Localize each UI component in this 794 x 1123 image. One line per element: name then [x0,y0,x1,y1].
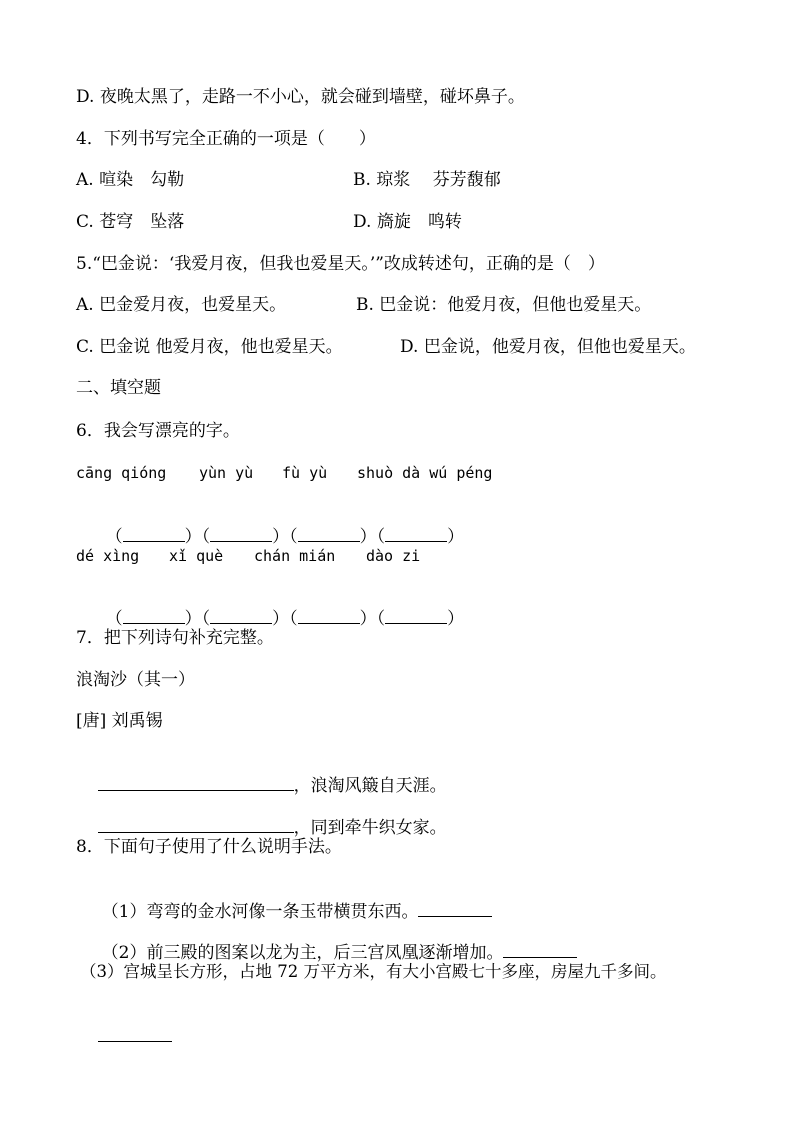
answer-blank[interactable] [298,525,360,542]
answer-blank[interactable] [98,816,294,833]
q8-item-2: （2）前三殿的图案以龙为主，后三宫凤凰逐渐增加。 [80,919,577,986]
answer-blank[interactable] [98,774,294,791]
q6-stem: 6．我会写漂亮的字。 [76,421,240,441]
pinyin-label: shuò dà wú péng [357,464,493,482]
pinyin-label: dào zi [366,547,421,565]
pinyin-label: chán mián [254,547,336,565]
q7-stem: 7．把下列诗句补充完整。 [76,628,274,648]
poem-title: 浪淘沙（其一） [76,670,195,690]
q4-option-a: A. 喧染 勾勒 [76,170,185,190]
q4-option-c: C. 苍穹 坠落 [76,212,185,232]
q8-item-1: （1）弯弯的金水河像一条玉带横贯东西。 [80,878,492,945]
q8-item-3: （3）宫城呈长方形，占地 72 万平方米，有大小宫殿七十多座，房屋九千多间。 [80,962,667,981]
q4-option-b: B. 琼浆 芬芳馥郁 [353,170,501,190]
q5-option-b: B. 巴金说：他爱月夜，但他也爱星天。 [356,295,652,315]
q4-option-d: D. 旖旋 鸣转 [353,212,462,232]
answer-blank[interactable] [210,607,272,624]
poem-line-1: ，浪淘风簸自天涯。 [76,752,447,819]
answer-blank[interactable] [418,900,492,917]
q5-option-d: D. 巴金说，他爱月夜，但他也爱星天。 [400,337,696,357]
answer-blanks-row: （ ）（ ）（ ）（ ） [105,609,465,629]
poem-author: [唐] 刘禹锡 [76,711,163,731]
q8-item-3-answer [76,1003,172,1070]
answer-blank[interactable] [123,525,185,542]
pinyin-label: yùn yù [199,464,254,482]
answer-blank[interactable] [385,607,447,624]
pinyin-label: cāng qióng [76,464,167,482]
pinyin-label: dé xìng [76,547,140,565]
q5-option-c: C. 巴金说 他爱月夜，他也爱星天。 [76,337,343,357]
answer-blank[interactable] [298,607,360,624]
poem-line-2: ，同到牵牛织女家。 [76,794,447,861]
answer-blank[interactable] [98,1025,172,1042]
answer-blank[interactable] [210,525,272,542]
answer-blanks-row: （ ）（ ）（ ）（ ） [105,527,465,547]
q3-option-d: D. 夜晚太黑了，走路一不小心，就会碰到墙壁，碰坏鼻子。 [76,87,525,107]
section-fill-in-title: 二、填空题 [76,378,161,398]
answer-blank[interactable] [123,607,185,624]
q5-stem: 5.“巴金说：‘我爱月夜，但我也爱星天。’”改成转述句，正确的是（ ） [76,254,605,274]
q5-option-a: A. 巴金爱月夜，也爱星天。 [76,295,287,315]
q8-stem: 8．下面句子使用了什么说明手法。 [76,837,342,857]
answer-blank[interactable] [385,525,447,542]
answer-blank[interactable] [503,941,577,958]
pinyin-label: xǐ què [169,547,224,565]
q4-stem: 4．下列书写完全正确的一项是（ ） [76,129,376,149]
pinyin-label: fù yù [282,464,328,482]
